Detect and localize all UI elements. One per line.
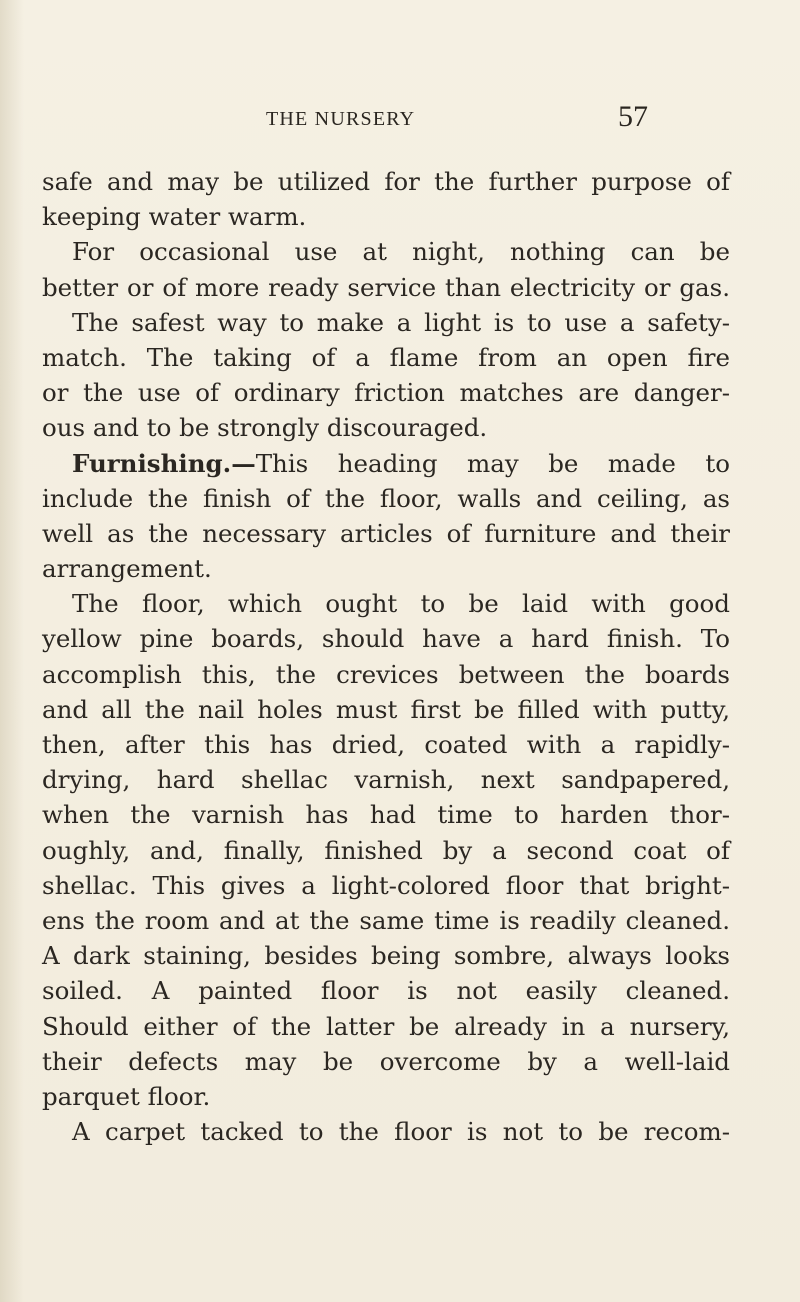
- text-line: ens the room and at the same time is readily cleaned.: [42, 905, 730, 935]
- section-heading: Furnishing.—: [72, 448, 256, 478]
- paragraph-start: The safest way to make a light is to use a safety-: [72, 307, 730, 337]
- text-line: shellac. This gives a light-colored floor that bright-: [42, 870, 730, 900]
- text-line: when the varnish has had time to harden thor-: [42, 800, 730, 830]
- text-line: or the use of ordinary friction matches are danger-: [42, 378, 730, 408]
- text-line: accomplish this, the crevices between the boards: [42, 659, 730, 689]
- text-line: Should either of the latter be already in a nursery,: [42, 1011, 730, 1041]
- text-line: better or of more ready service than electricity or gas.: [42, 272, 730, 302]
- text-line: parquet floor.: [42, 1081, 211, 1111]
- section-paragraph-start: [42, 446, 730, 481]
- text-run: This heading may be made to: [255, 448, 730, 478]
- text-line: drying, hard shellac varnish, next sandpapered,: [42, 765, 730, 795]
- paragraph-start: A carpet tacked to the floor is not to be recom-: [72, 1117, 730, 1147]
- text-line: their defects may be overcome by a well-laid: [42, 1046, 730, 1076]
- text-line: safe and may be utilized for the further purpose of: [42, 167, 730, 196]
- text-line: well as the necessary articles of furniture and their: [42, 518, 730, 548]
- body-text: [42, 164, 730, 1149]
- paragraph-start: The floor, which ought to be laid with good: [72, 589, 730, 619]
- text-line: ous and to be strongly discouraged.: [42, 413, 488, 443]
- text-line: A dark staining, besides being sombre, always looks: [42, 941, 730, 971]
- paragraph-start: For occasional use at night, nothing can be: [72, 237, 730, 267]
- text-line: then, after this has dried, coated with a rapidly-: [42, 730, 730, 759]
- text-line: match. The taking of a flame from an open fire: [42, 342, 730, 372]
- running-head: THE NURSERY: [266, 108, 416, 130]
- page-number: 57: [618, 100, 648, 133]
- text-line: yellow pine boards, should have a hard finish. To: [42, 624, 730, 654]
- text-line: oughly, and, finally, finished by a second coat of: [42, 835, 730, 865]
- text-line: arrangement.: [42, 554, 212, 584]
- text-line: include the finish of the floor, walls and ceiling, as: [42, 483, 730, 513]
- text-line: keeping water warm.: [42, 202, 307, 232]
- text-line: soiled. A painted floor is not easily cleaned.: [42, 976, 730, 1006]
- text-line: and all the nail holes must first be filled with putty,: [42, 694, 730, 724]
